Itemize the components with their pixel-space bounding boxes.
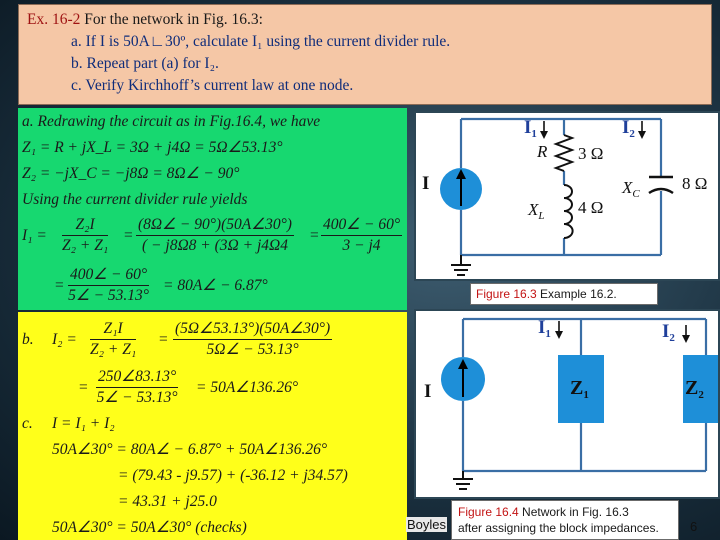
- fraction-numerator: 400∠ − 60°: [321, 216, 402, 236]
- problem-statement: [18, 4, 712, 105]
- equals-sign: =: [54, 277, 65, 294]
- current-source-icon: [441, 357, 485, 401]
- z2-label: $Z_2$: [685, 377, 704, 401]
- caption-figure-number: Figure 16.4: [458, 505, 519, 519]
- i2-fraction-polar: [96, 368, 178, 407]
- i1-fraction-polar: [68, 266, 149, 305]
- i2-fraction-substituted: [173, 320, 332, 359]
- i2-lhs: I₂ =: [52, 331, 77, 348]
- resistor-label: R: [537, 142, 548, 161]
- fraction-numerator: (8Ω∠ − 90°)(50A∠30°): [136, 216, 294, 236]
- i1-fraction-substituted: [136, 216, 294, 255]
- current-source-icon: [440, 168, 482, 210]
- kcl-rectangular-sum: = (79.43 - j9.57) + (-36.12 + j34.57): [118, 467, 348, 484]
- problem-title-line: [27, 9, 703, 31]
- current-divider-intro: Using the current divider rule yields: [22, 191, 248, 208]
- fraction-numerator: 400∠ − 60°: [68, 266, 149, 286]
- capacitor-value: 8 Ω: [682, 174, 708, 193]
- part-b-label: b.: [22, 331, 34, 348]
- fraction-numerator: Z₂I: [62, 216, 108, 236]
- figure-16-3-caption: [470, 283, 658, 305]
- z1-label: $Z_1$: [570, 377, 589, 401]
- fraction-numerator: Z₁I: [90, 320, 136, 340]
- fraction-denominator: 3 − j4: [342, 237, 381, 254]
- figure-16-3-circuit: [414, 111, 720, 281]
- part-c-label: c.: [22, 415, 33, 432]
- fraction-denominator: ( − j8Ω8 + (3Ω + j4Ω4: [142, 237, 288, 254]
- problem-question: For the network in Fig. 16.3:: [84, 11, 263, 28]
- inductor-label: $X_L$: [528, 200, 545, 222]
- ground-icon: [451, 255, 471, 275]
- inductor-value: 4 Ω: [578, 198, 604, 217]
- branch2-current-label: $I_2$: [622, 117, 635, 140]
- problem-item-a: a. If I is 50A∟30º, calculate I₁ using the current divider rule.: [71, 33, 451, 50]
- i2-fraction-symbolic: [90, 320, 136, 359]
- kcl-rectangular-result: = 43.31 + j25.0: [118, 493, 217, 510]
- source-current-label: I: [422, 173, 430, 194]
- i1-result: = 80A∠ − 6.87°: [163, 277, 268, 294]
- fraction-denominator: 5∠ − 53.13°: [96, 389, 178, 406]
- branch2-current-label: $I_2$: [662, 321, 675, 344]
- figure-16-4-circuit: [414, 309, 720, 499]
- caption-line-2: after assigning the block impedances.: [458, 521, 659, 535]
- part-a-solution-panel: [18, 108, 407, 310]
- branch1-current-label: $I_1$: [538, 317, 551, 340]
- equals-sign: =: [158, 331, 169, 348]
- problem-title: Ex. 16-2: [27, 11, 81, 28]
- problem-item-c: c. Verify Kirchhoff’s current law at one node.: [71, 77, 354, 94]
- i2-result: = 50A∠136.26°: [196, 379, 299, 396]
- fraction-denominator: 5∠ − 53.13°: [68, 287, 149, 304]
- equals-sign: =: [78, 379, 89, 396]
- capacitor-label: $X_C$: [622, 178, 640, 200]
- kcl-equation: I = I₁ + I₂: [52, 415, 115, 432]
- caption-line-1: [458, 504, 672, 520]
- ground-icon: [453, 471, 473, 489]
- fraction-denominator: Z₂ + Z₁: [90, 341, 137, 358]
- part-bc-solution-panel: [18, 312, 407, 540]
- circuit-diagram-16-4: [416, 311, 718, 497]
- figure-16-4-caption: [451, 500, 679, 540]
- fraction-numerator: 250∠83.13°: [96, 368, 178, 388]
- resistor-value: 3 Ω: [578, 144, 604, 163]
- source-current-label: I: [424, 381, 432, 402]
- equals-sign: =: [123, 227, 134, 244]
- fraction-denominator: 5Ω∠ − 53.13°: [206, 341, 299, 358]
- page-number: 6: [690, 519, 698, 534]
- caption-text: Network in Fig. 16.3: [522, 505, 629, 519]
- inductor-icon: [564, 185, 573, 238]
- i1-fraction-symbolic: [62, 216, 108, 255]
- circuit-diagram-16-3: [416, 113, 718, 279]
- fraction-numerator: (5Ω∠53.13°)(50A∠30°): [173, 320, 332, 340]
- problem-item-b: b. Repeat part (a) for I₂.: [71, 55, 219, 72]
- capacitor-icon: [649, 177, 673, 193]
- i1-lhs: I₁ =: [22, 227, 47, 244]
- caption-figure-number: Figure 16.3: [476, 287, 537, 301]
- branch1-current-label: $I_1$: [524, 117, 537, 140]
- i1-fraction-simplified: [321, 216, 402, 255]
- kcl-polar-sum: 50A∠30° = 80A∠ − 6.87° + 50A∠136.26°: [52, 441, 328, 458]
- equals-sign: =: [309, 227, 320, 244]
- z2-definition: Z₂ = −jX_C = −j8Ω = 8Ω∠ − 90°: [22, 165, 240, 182]
- footer-author-fragment: Boyles: [407, 517, 447, 532]
- resistor-icon: [556, 135, 572, 171]
- z1-definition: Z₁ = R + jX_L = 3Ω + j4Ω = 5Ω∠53.13°: [22, 139, 283, 156]
- fraction-denominator: Z₂ + Z₁: [62, 237, 109, 254]
- kcl-check: 50A∠30° = 50A∠30° (checks): [52, 519, 247, 536]
- part-a-intro: a. Redrawing the circuit as in Fig.16.4, we have: [22, 113, 321, 130]
- caption-text: Example 16.2.: [540, 287, 617, 301]
